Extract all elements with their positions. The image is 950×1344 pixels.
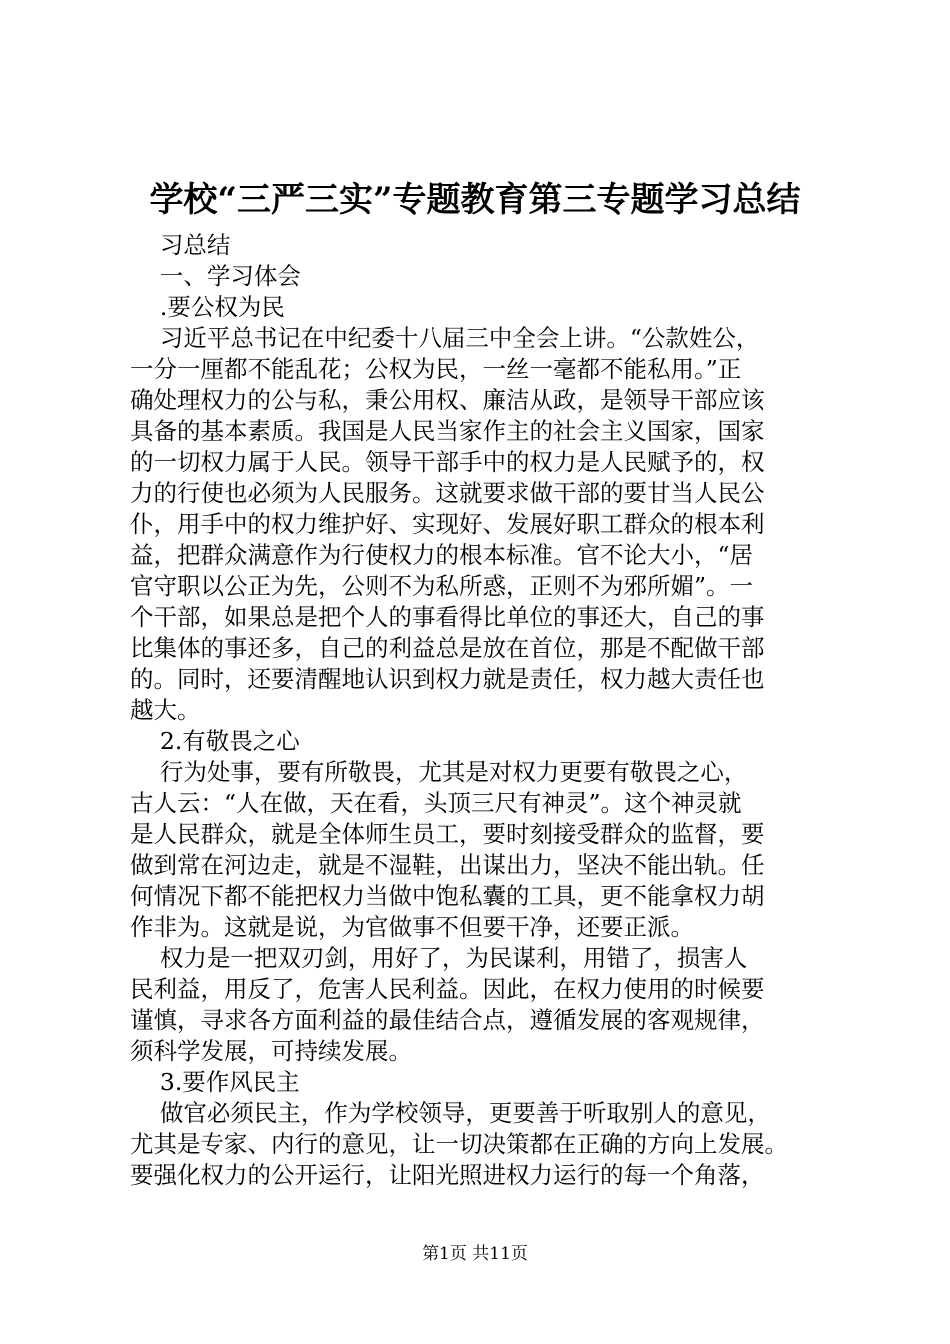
body-line: 个干部，如果总是把个人的事看得比单位的事还大，自己的事: [130, 603, 765, 631]
body-line: 一、学习体会: [130, 262, 301, 290]
body-line: 2.有敬畏之心: [130, 727, 300, 755]
body-line: 民利益，用反了，危害人民利益。因此，在权力使用的时候要: [130, 975, 765, 1003]
body-line: 一分一厘都不能乱花；公权为民，一丝一毫都不能私用。”正: [130, 355, 742, 383]
body-line: 比集体的事还多，自己的利益总是放在首位，那是不配做干部: [130, 634, 765, 662]
body-line: 习近平总书记在中纪委十八届三中全会上讲。“公款姓公，: [130, 324, 760, 352]
body-line: 要强化权力的公开运行，让阳光照进权力运行的每一个角落，: [130, 1161, 765, 1189]
body-line: 作非为。这就是说，为官做事不但要干净，还要正派。: [130, 913, 694, 941]
body-line: 的一切权力属于人民。领导干部手中的权力是人民赋予的，权: [130, 448, 765, 476]
body-line: 力的行使也必须为人民服务。这就要求做干部的要甘当人民公: [130, 479, 765, 507]
body-line: 的。同时，还要清醒地认识到权力就是责任，权力越大责任也: [130, 665, 765, 693]
body-line: 权力是一把双刃剑，用好了，为民谋利，用错了，损害人: [130, 944, 748, 972]
body-line: 3.要作风民主: [130, 1068, 300, 1096]
body-line: 是人民群众，就是全体师生员工，要时刻接受群众的监督，要: [130, 820, 765, 848]
body-line: 具备的基本素质。我国是人民当家作主的社会主义国家，国家: [130, 417, 765, 445]
body-line: 做官必须民主，作为学校领导，更要善于听取别人的意见，: [130, 1099, 771, 1127]
document-title: 学校“三严三实”专题教育第三专题学习总结: [149, 180, 801, 220]
body-line: 习总结: [130, 231, 231, 259]
body-line: 做到常在河边走，就是不湿鞋，出谋出力，坚决不能出轨。任: [130, 851, 765, 879]
document-body: [130, 230, 835, 1191]
body-line: 谨慎，寻求各方面利益的最佳结合点，遵循发展的客观规律，: [130, 1006, 765, 1034]
body-line: 越大。: [130, 696, 201, 724]
body-line: 尤其是专家、内行的意见，让一切决策都在正确的方向上发展。: [130, 1130, 788, 1158]
body-line: 须科学发展，可持续发展。: [130, 1037, 412, 1065]
body-line: 确处理权力的公与私，秉公用权、廉洁从政，是领导干部应该: [130, 386, 765, 414]
body-line: 益，把群众满意作为行使权力的根本标准。官不论大小，“居: [130, 541, 754, 569]
body-line: 仆，用手中的权力维护好、实现好、发展好职工群众的根本利: [130, 510, 765, 538]
body-line: 何情况下都不能把权力当做中饱私囊的工具，更不能拿权力胡: [130, 882, 765, 910]
page-footer: 第1页 共11页: [422, 1244, 528, 1264]
body-line: 行为处事，要有所敬畏，尤其是对权力更要有敬畏之心，: [130, 758, 748, 786]
body-line: .要公权为民: [130, 293, 285, 321]
body-line: 古人云：“人在做，天在看，头顶三尺有神灵”。这个神灵就: [130, 789, 742, 817]
body-line: 官守职以公正为先，公则不为私所惑，正则不为邪所媚”。一: [130, 572, 754, 600]
